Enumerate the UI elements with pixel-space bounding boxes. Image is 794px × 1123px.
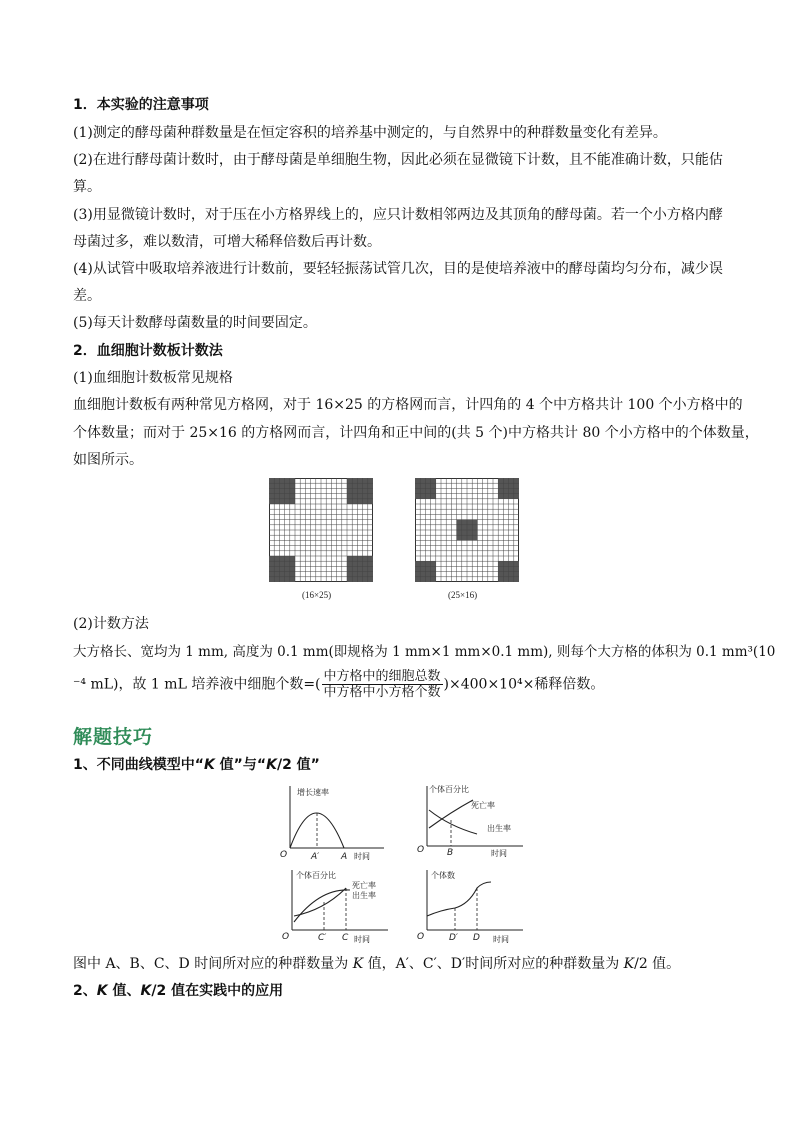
birth-rate-curve — [429, 810, 477, 834]
section1-item: 算。 — [73, 179, 101, 195]
tips-item1-c: /2 值” — [276, 757, 320, 773]
graph-percentage-rising — [280, 866, 395, 946]
birth-rate-label: 出生率 — [487, 824, 511, 833]
section1-item: (2)在进行酵母菌计数时，由于酵母菌是单细胞生物，因此必须在显微镜下计数，且不能准确计数，只能估 — [73, 152, 723, 168]
section2-para: 如图所示。 — [73, 452, 143, 468]
x-axis-label: 时间 — [354, 935, 370, 944]
origin-label: O — [417, 932, 425, 942]
tips-item2 — [73, 982, 733, 1000]
x-axis-label: 时间 — [354, 852, 370, 861]
section1-item: (5)每天计数酵母菌数量的时间要固定。 — [73, 315, 317, 331]
x-label-a-prime: A′ — [311, 852, 320, 862]
tips-summary-k2: K — [623, 956, 635, 972]
graph-population-size — [415, 866, 530, 946]
method-line1: 大方格长、宽均为 1 mm, 高度为 0.1 mm(即规格为 1 mm×1 mm×0.1 mm), 则每个大方格的体积为 0.1 mm³(10 — [73, 644, 776, 660]
death-rate-curve — [294, 888, 346, 916]
section2-sub2: (2)计数方法 — [73, 616, 149, 632]
section2-para: 血细胞计数板有两种常见方格网，对于 16×25 的方格网而言，计四角的 4 个中方格共计 100 个小方格中的 — [73, 397, 743, 413]
counting-grid-16x25 — [269, 478, 373, 582]
x-axis-label: 时间 — [491, 849, 507, 858]
counted-square — [269, 478, 295, 504]
origin-label: O — [282, 932, 290, 942]
section2-sub1: (1)血细胞计数板常见规格 — [73, 370, 233, 386]
counted-square — [347, 556, 373, 582]
y-label: 个体数 — [431, 871, 455, 880]
section1-item: (4)从试管中吸取培养液进行计数前，要轻轻振荡试管几次，目的是使培养液中的酵母菌均匀分布，减少误 — [73, 261, 723, 277]
formula-fraction — [322, 669, 443, 700]
x-axis-label: 时间 — [493, 935, 509, 944]
method-line2-b: )×400×10⁴×稀释倍数。 — [443, 676, 605, 693]
graph-growth-rate — [280, 782, 390, 862]
tips-item2-b: 值、 — [107, 983, 141, 999]
fraction-denominator: 中方格中小方格个数 — [323, 685, 441, 700]
death-rate-label: 死亡率 — [352, 881, 376, 890]
y-label: 个体百分比 — [429, 785, 469, 794]
fraction-numerator: 中方格中的细胞总数 — [323, 669, 441, 684]
y-label: 增长速率 — [297, 788, 329, 797]
tips-item1-b: 值”与“ — [214, 757, 267, 773]
method-line2-a: ⁻⁴ mL)，故 1 mL 培养液中细胞个数=( — [73, 676, 321, 693]
grid-caption-right: (25×16) — [448, 590, 478, 600]
x-label-d-prime: D′ — [449, 933, 458, 943]
tips-item2-c: /2 值在实践中的应用 — [151, 983, 284, 999]
x-label-d: D — [473, 933, 480, 943]
tips-heading: 解题技巧 — [73, 726, 154, 748]
counted-square — [269, 556, 295, 582]
grid-caption-left: (16×25) — [302, 590, 332, 600]
death-rate-label: 死亡率 — [471, 801, 495, 810]
tips-item1-a: 1、不同曲线模型中“ — [73, 757, 204, 773]
x-label-c: C — [342, 933, 349, 943]
x-label-b: B — [447, 848, 454, 858]
section1-item: (1)测定的酵母菌种群数量是在恒定容积的培养基中测定的，与自然界中的种群数量变化有差异。 — [73, 125, 667, 141]
origin-label: O — [417, 845, 425, 855]
population-curve — [427, 882, 491, 916]
section2-heading: 2．血细胞计数板计数法 — [73, 343, 223, 359]
tips-summary-b: 值，A′、C′、D′时间所对应的种群数量为 — [363, 956, 624, 972]
tips-summary-k: K — [352, 956, 364, 972]
x-label-c-prime: C′ — [318, 933, 327, 943]
graph-birth-death-rate — [415, 782, 527, 862]
origin-label: O — [280, 850, 288, 860]
tips-item1 — [73, 756, 733, 774]
tips-item1-k: K — [203, 757, 215, 773]
tips-item2-a: 2、 — [73, 983, 97, 999]
x-label-a: A — [341, 852, 348, 862]
tips-summary-a: 图中 A、B、C、D 时间所对应的种群数量为 — [73, 956, 353, 972]
counting-grid-25x16 — [415, 478, 519, 582]
y-label: 个体百分比 — [296, 871, 336, 880]
tips-item2-k: K — [96, 983, 108, 999]
section1-item: 差。 — [73, 288, 101, 304]
method-line2 — [73, 669, 733, 700]
section1-item: 母菌过多，难以数清，可增大稀释倍数后再计数。 — [73, 234, 381, 250]
counted-square — [347, 478, 373, 504]
tips-summary — [73, 955, 733, 973]
section1-item: (3)用显微镜计数时，对于压在小方格界线上的，应只计数相邻两边及其顶角的酵母菌。若一个小方格内酵 — [73, 207, 723, 223]
tips-item1-k2: K — [266, 757, 277, 773]
tips-item2-k2: K — [140, 983, 152, 999]
tips-summary-c: /2 值。 — [634, 956, 681, 972]
section2-para: 个体数量；而对于 25×16 的方格网而言，计四角和正中间的(共 5 个)中方格共计 80 个小方格中的个体数量， — [73, 425, 759, 441]
section1-heading: 1．本实验的注意事项 — [73, 97, 209, 113]
birth-rate-label: 出生率 — [352, 891, 376, 900]
